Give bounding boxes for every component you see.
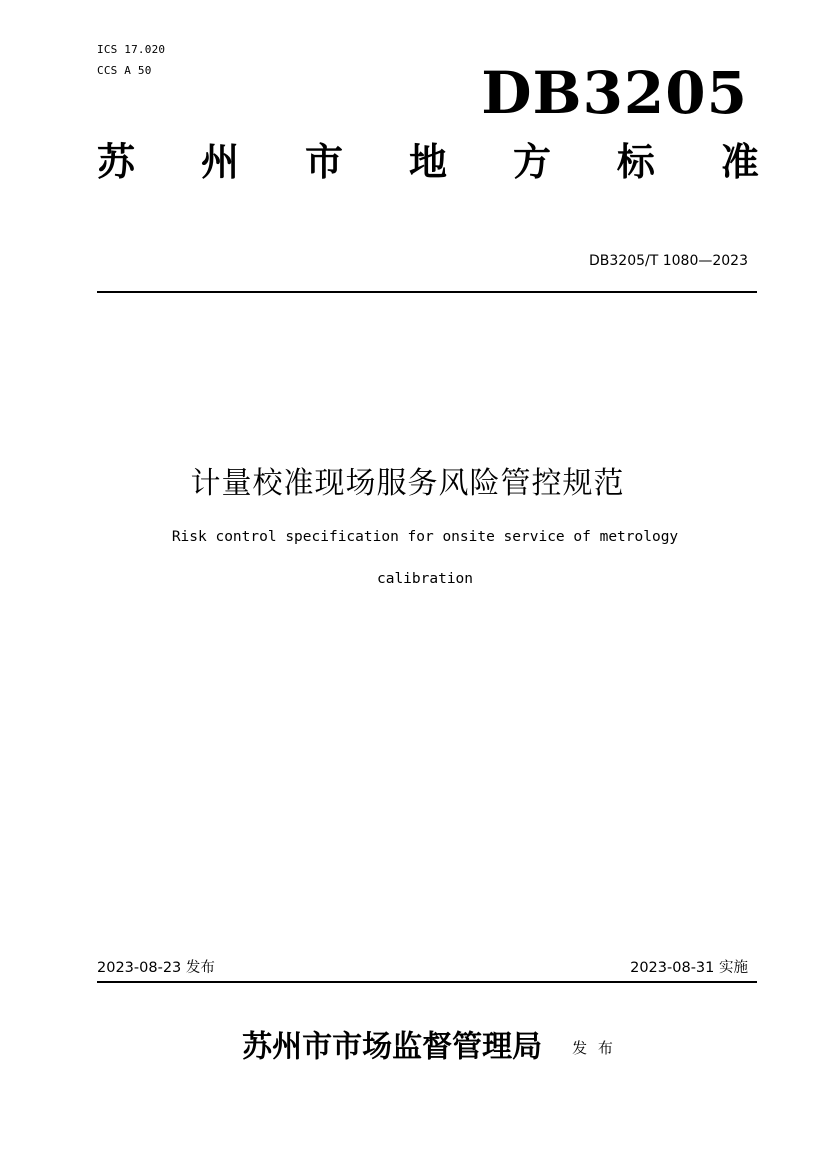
standard-category-char: 市 xyxy=(304,139,343,184)
standard-number: DB3205/T 1080—2023 xyxy=(589,253,748,269)
issue-date: 2023-08-23 发布 xyxy=(97,960,215,976)
publish-label: 发 布 xyxy=(572,1038,613,1057)
document-title-english-line1: Risk control specification for onsite service of metrology xyxy=(171,529,679,545)
publisher-name: 苏州市市场监督管理局 xyxy=(242,1029,543,1065)
standard-category-char: 准 xyxy=(720,139,759,184)
footer-divider xyxy=(97,981,757,983)
ccs-classification: CCS A 50 xyxy=(97,64,152,77)
publisher-line xyxy=(0,1025,815,1070)
implementation-date: 2023-08-31 实施 xyxy=(630,960,748,976)
header-divider xyxy=(97,291,757,293)
standard-category-char: 州 xyxy=(200,139,239,184)
standard-category-char: 地 xyxy=(408,139,447,184)
document-title-english-line2: calibration xyxy=(376,571,474,587)
ics-classification: ICS 17.020 xyxy=(97,43,166,56)
standard-category xyxy=(97,136,759,188)
standard-code: DB3205 xyxy=(481,59,748,127)
standard-category-char: 标 xyxy=(616,139,655,184)
standard-category-char: 方 xyxy=(512,139,551,184)
standard-category-char: 苏 xyxy=(97,139,136,184)
document-title-chinese: 计量校准现场服务风险管控规范 xyxy=(190,466,625,501)
